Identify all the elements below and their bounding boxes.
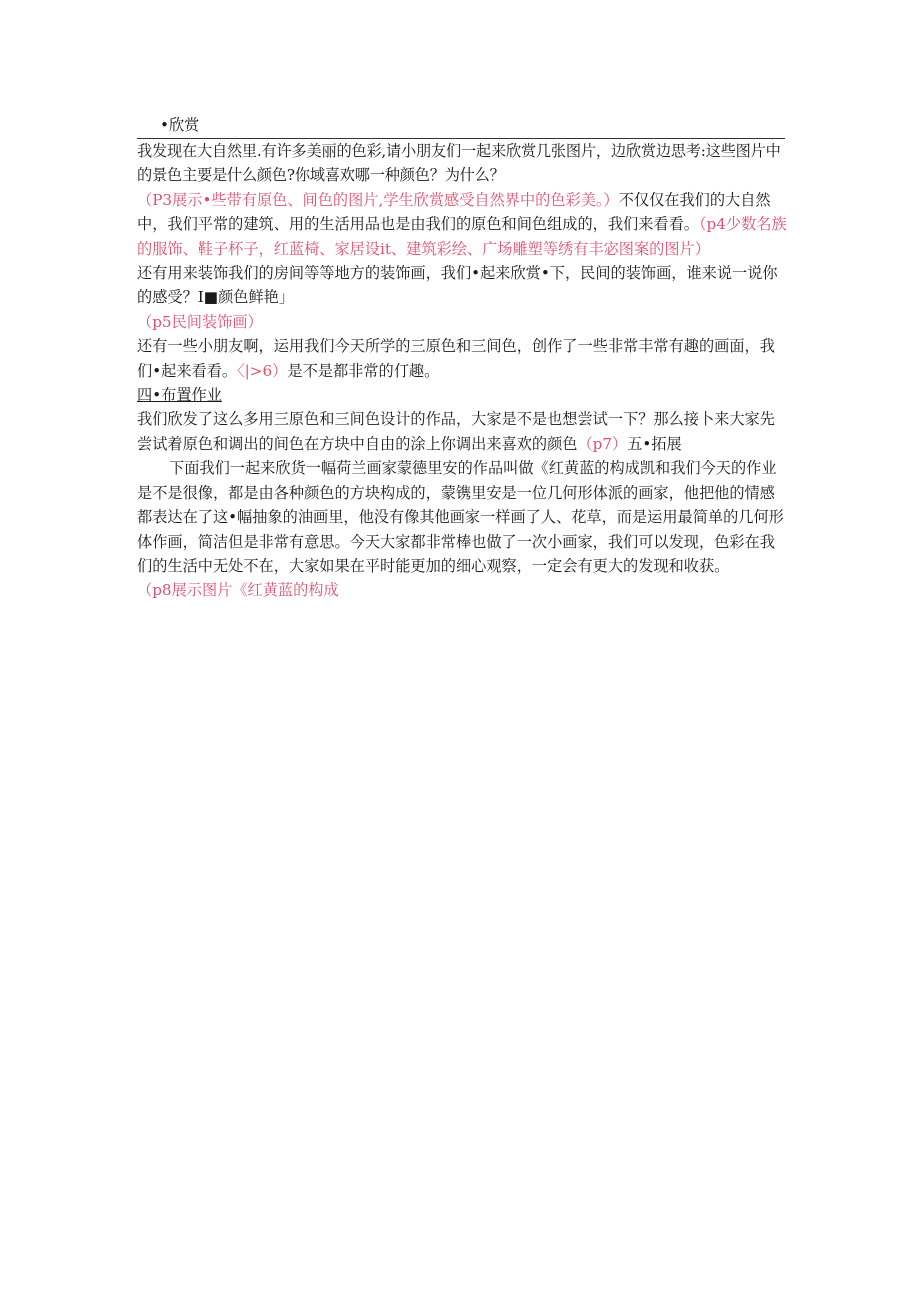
paragraph-buildings: 不仅仅在我们的大自然中，我们平常的建筑、用的生活用品也是由我们的原色和间色组成的，我们来看看。 <box>137 190 771 234</box>
student-works-text: 还有一些小朋友啊，运用我们今天所学的三原色和三间色，创作了一些非常丰常有趣的画面，我们•起来看看。 <box>137 337 775 380</box>
document-body <box>137 112 787 603</box>
paragraph-mondrian: 下面我们一起来欣货一幅荷兰画家蒙德里安的作品叫做《红黄蓝的构成凯和我们今天的作业是不是很像，都是由各种颜色的方块构成的，蒙镌里安是一位几何形体派的画家，他把他的情感都表达在了这•幅抽象的油画里，他没有像其他画家一样画了人、花草，而是运用最简单的几何形体作画，简洁但是非常有意思。今天大家都非常棒也做了一次小画家，我们可以发现，色彩在我们的生活中无处不在，大家如果在平时能更加的细心观察，一定会有更大的发现和收获。 <box>137 459 784 575</box>
paragraph-p3-p4 <box>137 188 787 261</box>
annotation-p5: （p5民间装饰画） <box>137 312 263 331</box>
section-five-title: 五•拓展 <box>627 434 682 453</box>
appreciation-heading-text: •欣赏 <box>160 116 200 134</box>
section-four-title <box>137 383 787 407</box>
annotation-p4: （p4少数名族的服饰、鞋子杯子，红蓝椅、家居设it、建筑彩绘、广场雕塑等绣有丰宓图案的图片） <box>137 215 787 258</box>
annotation-p6: 〈|>6） <box>237 361 288 380</box>
section-four-title-text: 四•布置作业 <box>137 386 222 405</box>
annotation-p3: （P3展示•些带有原色、间色的图片,学生欣赏感受自然界中的色彩美。） <box>137 190 619 209</box>
paragraph-homework <box>137 407 787 456</box>
paragraph-decorative-paintings: 还有用来装饰我们的房间等等地方的装饰画，我们•起来欣赏•下，民间的装饰画，谁来说一说你的感受？I■颜色鲜艳」 <box>137 264 778 307</box>
homework-text: 我们欣发了这么多用三原色和三间色设计的作品，大家是不是也想尝试一下？那么接卜来大家先尝试着原色和调出的间色在方块中自由的涂上你调出来喜欢的颜色 <box>137 410 775 453</box>
annotation-p8: （p8展示图片《红黄蓝的构成 <box>137 581 339 600</box>
annotation-p7: （p7） <box>577 434 628 453</box>
student-works-tail: 是不是都非常的仃趣。 <box>287 361 440 380</box>
appreciation-heading <box>137 112 787 138</box>
paragraph-student-works <box>137 334 787 383</box>
paragraph-intro: 我发现在大自然里.有许多美丽的色彩,请小朋友们一起来欣赏几张图片，边欣赏边思考:这些图片中的景色主要是什么颜色?你域喜欢哪一种颜色？为什么？ <box>137 142 781 185</box>
